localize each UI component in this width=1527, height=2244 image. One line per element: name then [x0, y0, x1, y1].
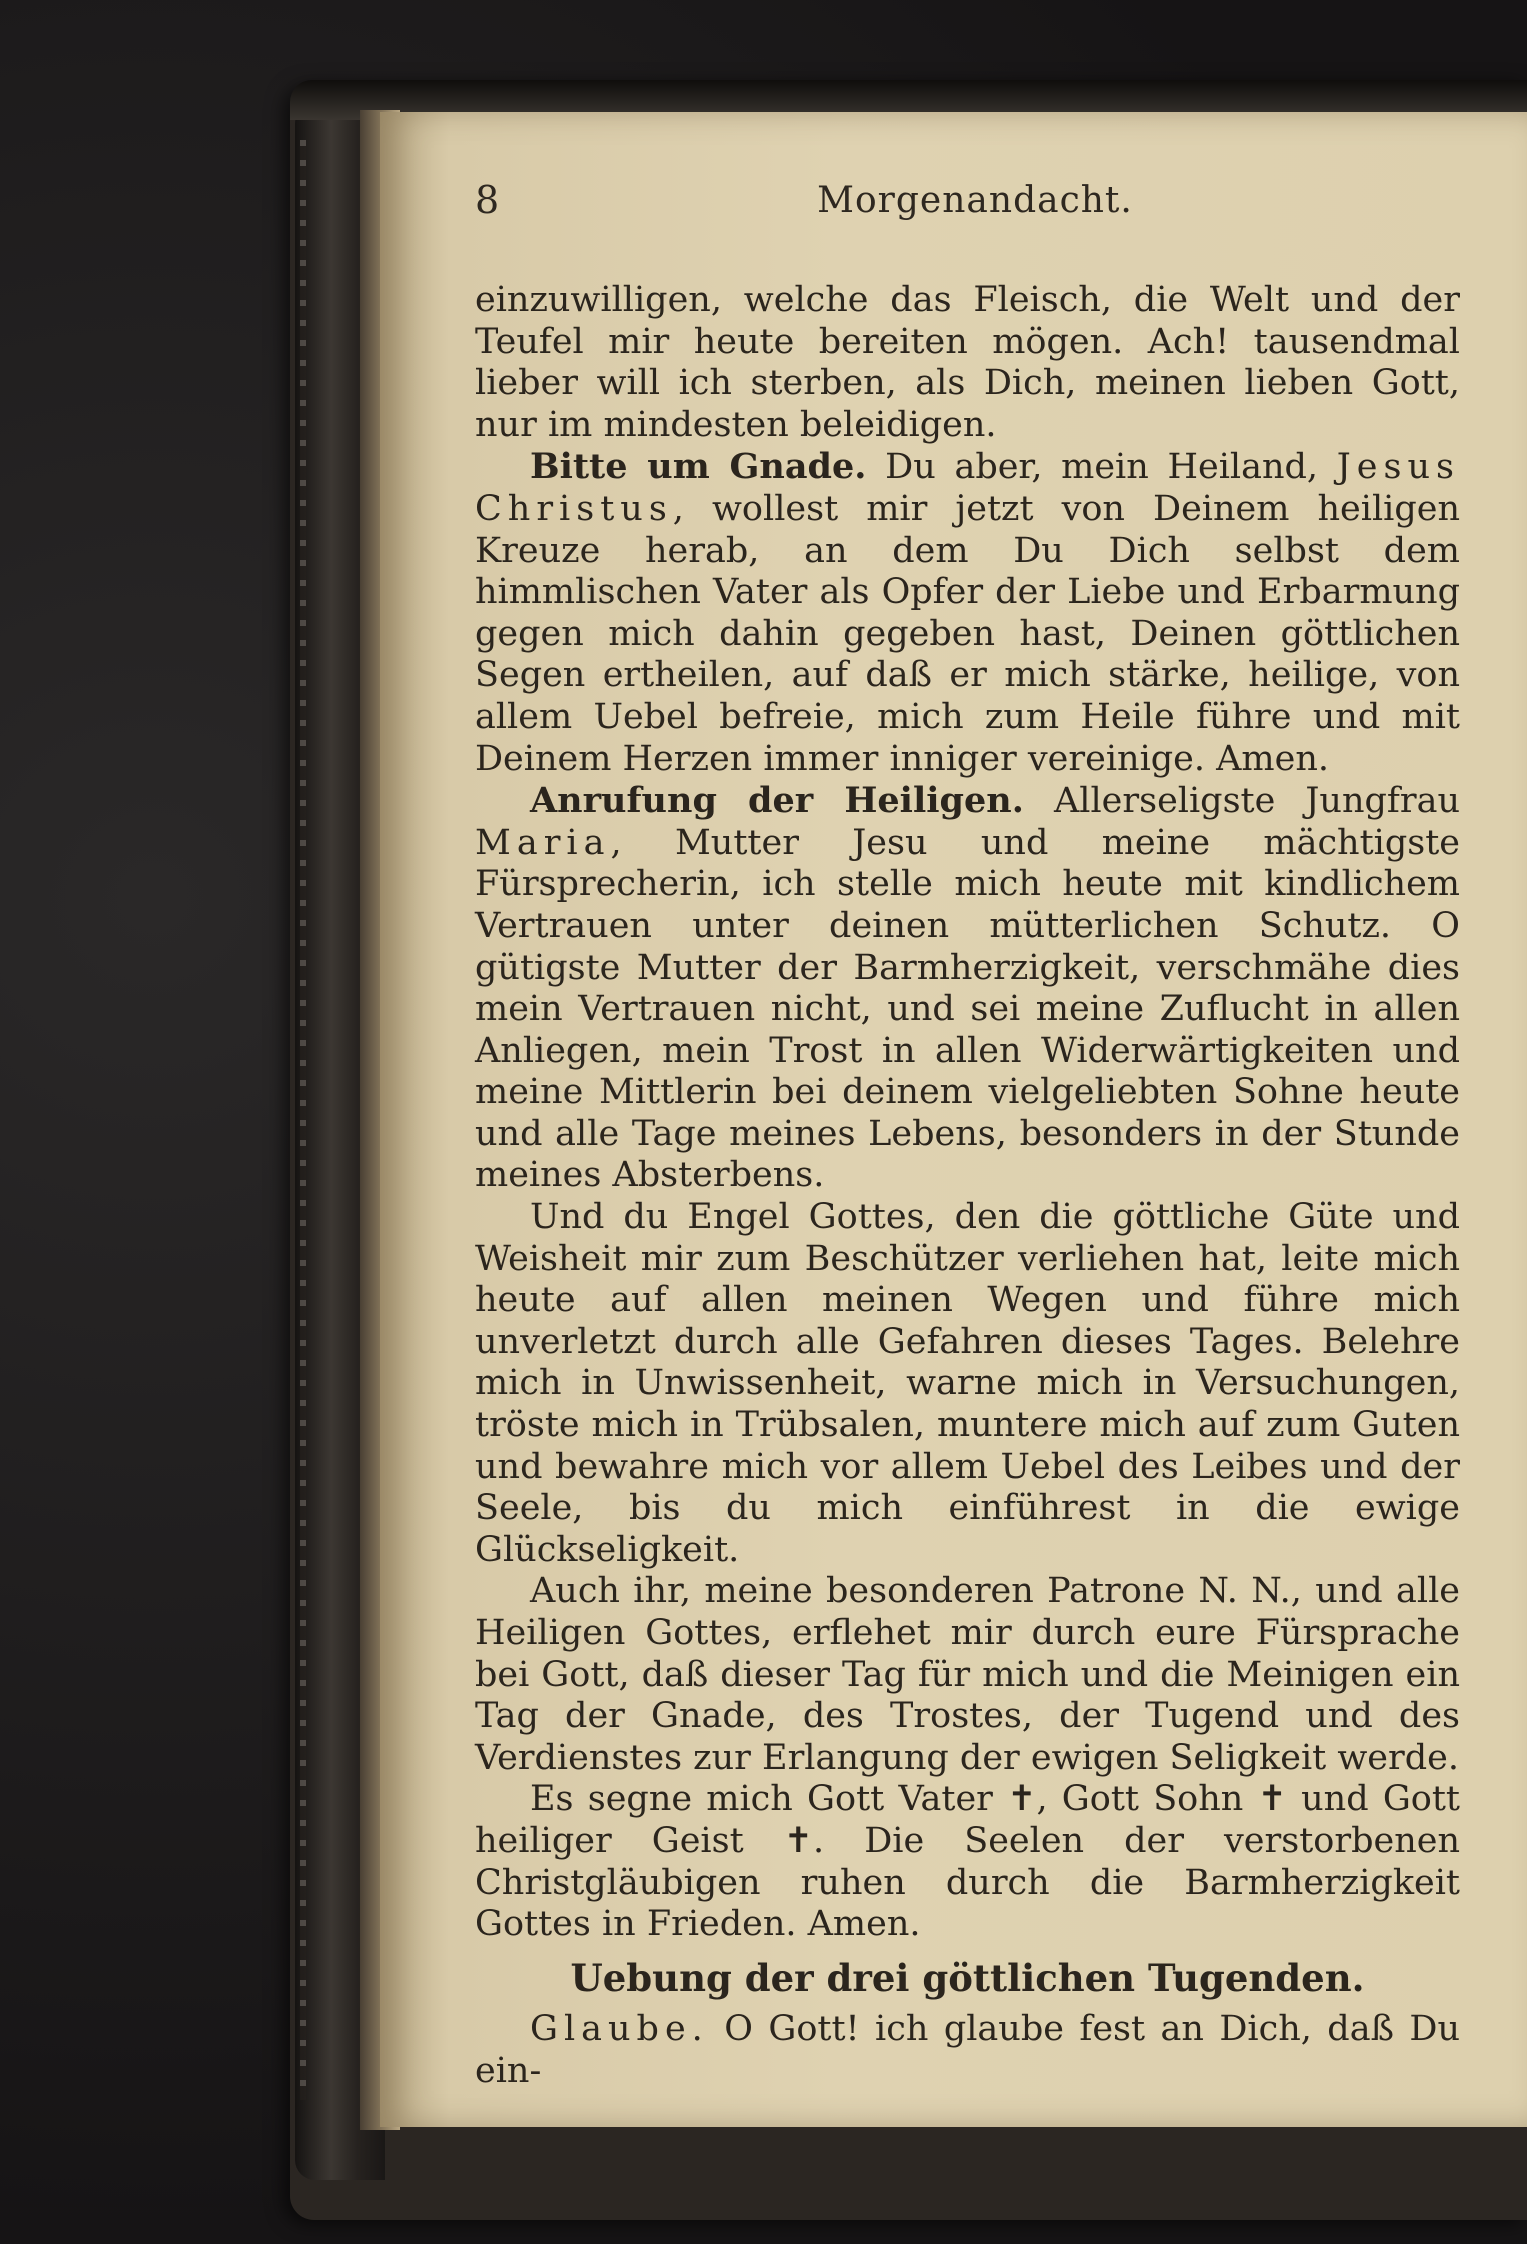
paragraph-bitte [475, 446, 1460, 780]
paragraph-patrone: Auch ihr, meine besonderen Patrone N. N., und alle Heiligen Gottes, erflehet mir durch eure Fürsprache bei Gott, daß dieser Tag für mich und die Meinigen ein Tag der Gnade, des Trostes, der Tugend und des Verdienstes zur Erlangung der ewigen Seligkeit werde. [475, 1571, 1460, 1778]
spine-wear [300, 140, 306, 2100]
paragraph-opening: einzuwilligen, welche das Fleisch, die Welt und der Teufel mir heute bereiten mögen. Ach! tausendmal lieber will ich sterben, als Dich, meinen lieben Gott, nur im mindesten beleidigen. [475, 280, 1460, 445]
anrufung-text-start: Allerseligste Jungfrau [1023, 781, 1460, 822]
paragraph-glaube [475, 2009, 1460, 2092]
rubric-anrufung-der-heiligen: Anrufung der Heiligen. [530, 780, 1024, 822]
paragraph-anrufung [475, 780, 1460, 1197]
page-text [475, 280, 1460, 2093]
bitte-text-start: Du aber, mein Heiland, [866, 447, 1337, 488]
page-number: 8 [475, 178, 500, 222]
paragraph-schutzengel: Und du Engel Gottes, den die göttliche Güte und Weisheit mir zum Beschützer verliehen hat, leite mich heute auf allen meinen Wegen und führe mich unverletzt durch alle Gefahren dieses Tages. Belehre mich in Unwissenheit, warne mich in Versuchungen, tröste mich in Trübsalen, muntere mich auf zum Guten und bewahre mich vor allem Uebel des Leibes und der Seele, bis du mich einführest in die ewige Glückseligkeit. [475, 1197, 1460, 1570]
name-maria: Maria [475, 822, 611, 863]
glaube-text: O Gott! ich glaube fest an Dich, daß Du ein- [475, 2009, 1460, 2091]
rubric-bitte-um-gnade: Bitte um Gnade. [530, 446, 867, 488]
bitte-text-rest: , wollest mir jetzt von Deinem heiligen Kreuze herab, an dem Du Dich selbst dem himmlischen Vater als Opfer der Liebe und Erbarmung gegen mich dahin gegeben hast, Deinen göttlichen Segen ertheilen, auf daß er mich stärke, heilige, von allem Uebel befreie, mich zum Heile führe und mit Deinem Herzen immer inniger vereinige. Amen. [475, 488, 1460, 779]
name-jesus-christus: Jesus Christus [475, 447, 1460, 529]
glaube-label: Glaube. [530, 2009, 709, 2050]
anrufung-text-rest: , Mutter Jesu und meine mächtigste Fürsprecherin, ich stelle mich heute mit kindlichem Vertrauen unter deinen mütterlichen Schutz. O gütigste Mutter der Barmherzigkeit, verschmähe dies mein Vertrauen nicht, und sei meine Zuflucht in allen Anliegen, mein Trost in allen Widerwärtigkeiten und meine Mittlerin bei deinem vielgeliebten Sohne heute und alle Tage meines Lebens, besonders in der Stunde meines Absterbens. [475, 822, 1460, 1196]
running-title: Morgenandacht. [817, 180, 1133, 221]
section-heading: Uebung der drei göttlichen Tugenden. [570, 1955, 1365, 2000]
page-header [475, 178, 1475, 238]
paragraph-segen: Es segne mich Gott Vater ✝, Gott Sohn ✝ und Gott heiliger Geist ✝. Die Seelen der verstorbenen Christgläubigen ruhen durch die Barmherzigkeit Gottes in Frieden. Amen. [475, 1779, 1460, 1945]
